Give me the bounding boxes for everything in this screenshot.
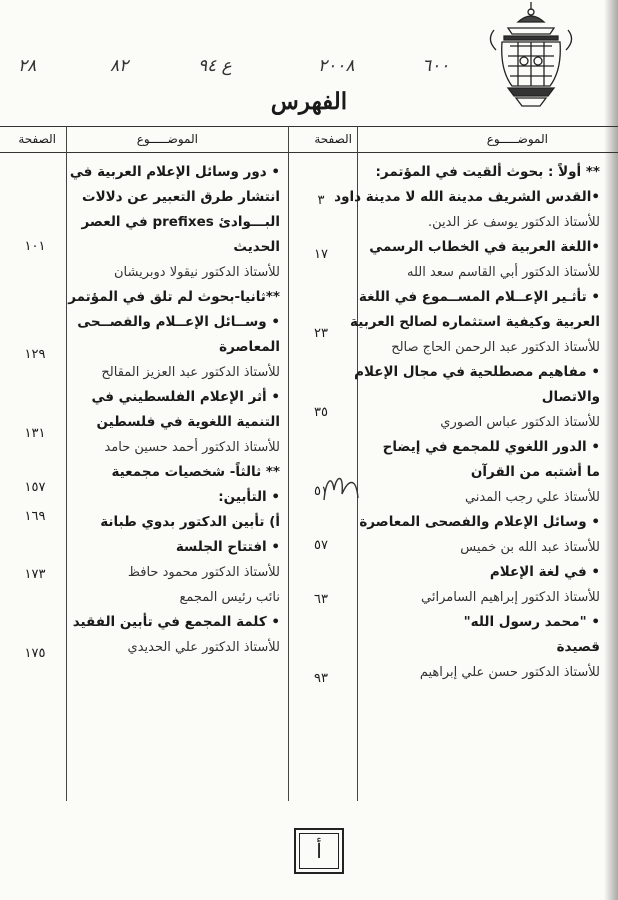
toc-entry (354, 360, 600, 435)
toc-entry-author: للأستاذ الدكتور أحمد حسين حامد (104, 440, 280, 455)
toc-entry-title: الحديث (233, 239, 280, 255)
toc-right-column (334, 160, 600, 685)
toc-entry-title: • كلمة المجمع في تأبين الفقيد (72, 614, 280, 630)
toc-entry (70, 285, 280, 310)
toc-entry-author: نائب رئيس المجمع (179, 590, 280, 605)
toc-entry (360, 235, 600, 285)
toc-entry-author: للأستاذ علي رجب المدني (464, 490, 600, 505)
column-divider (288, 126, 289, 801)
toc-entry-author: للأستاذ عبد الله بن خميس (460, 540, 600, 555)
header-page-right: الصفحة (314, 132, 352, 146)
toc-entry-author: للأستاذ الدكتور عباس الصوري (440, 415, 600, 430)
toc-entry-title: • أثر الإعلام الفلسطيني في (91, 389, 280, 405)
toc-entry-title: •اللغة العربية في الخطاب الرسمي (369, 239, 600, 255)
toc-entry-author: للأستاذ الدكتور عبد العزيز المقالح (101, 365, 280, 380)
toc-entry-title: انتشار طرق التعبير عن دلالات (82, 189, 280, 205)
toc-page-number: ٦٣ (314, 592, 328, 607)
toc-entry-author: للأستاذ الدكتور إبراهيم السامرائي (421, 590, 600, 605)
toc-entry-author: للأستاذ الدكتور أبي القاسم سعد الله (406, 265, 600, 280)
handwritten-number: ٦٠٠ (422, 56, 450, 76)
toc-page-number: ١٠١ (24, 239, 46, 254)
column-divider (66, 126, 67, 801)
toc-entry-author: للأستاذ الدكتور علي الحديدي (127, 640, 280, 655)
toc-entry-title: • وسائل الإعلام والفصحى المعاصرة (359, 514, 600, 530)
toc-entry-author: للأستاذ الدكتور عبد الرحمن الحاج صالح (391, 340, 600, 355)
toc-entry-title: ما أشتبه من القرآن (470, 464, 600, 480)
handwritten-year: ٢٠٠٨ (318, 56, 355, 76)
handwritten-number: ٨٢ (110, 56, 129, 76)
toc-entry-title: • "محمد رسول الله" (463, 614, 600, 630)
toc-entry (360, 160, 600, 185)
toc-entry (70, 485, 280, 510)
toc-entry (70, 510, 280, 535)
toc-left-column (70, 160, 280, 660)
toc-page-number: ١٧ (314, 247, 328, 262)
toc-entry-title: التنمية اللغوية في فلسطين (96, 414, 280, 430)
toc-entry-title: • في لغة الإعلام (489, 564, 600, 580)
toc-entry-title: البـــوادئ prefixes في العصر (81, 214, 280, 230)
toc-page-number: ٣٥ (314, 405, 328, 420)
toc-page-number: ٢٣ (314, 326, 328, 341)
header-topic-left: الموضـــــوع (136, 132, 198, 146)
toc-entry (360, 560, 600, 610)
handwritten-number: ع ٩٤ (198, 56, 232, 76)
toc-entry-title: • مفاهيم مصطلحية في مجال الإعلام (354, 364, 600, 380)
toc-entry-author: للأستاذ الدكتور يوسف عز الدين. (428, 215, 600, 230)
toc-entry-title: العربية وكيفية استثماره لصالح العربية (350, 314, 600, 330)
toc-page-number: ١٣١ (24, 426, 46, 441)
table-header (0, 126, 618, 153)
toc-entry (70, 160, 280, 285)
toc-entry-author: للأستاذ الدكتور نيقولا دوبريشان (113, 265, 280, 280)
toc-entry-title: قصيدة (556, 639, 600, 655)
header-topic-right: الموضـــــوع (486, 132, 548, 146)
toc-page-number: ٩٣ (314, 671, 328, 686)
toc-entry-author: للأستاذ الدكتور حسن علي إبراهيم (419, 665, 600, 680)
column-divider (357, 126, 358, 801)
toc-entry-title: • وســائل الإعــلام والفصــحى (77, 314, 280, 330)
header-page-left: الصفحة (18, 132, 56, 146)
toc-entry-title: • التأبين: (218, 489, 280, 505)
toc-entry-title: • افتتاح الجلسة (175, 539, 280, 555)
page-title: الفهرس (270, 88, 348, 115)
toc-entry-title: المعاصرة (219, 339, 280, 355)
toc-entry-title: • الدور اللغوي للمجمع في إيضاح (382, 439, 600, 455)
toc-entry (70, 460, 280, 485)
toc-entry (360, 610, 600, 685)
handwritten-number: ٢٨ (18, 56, 37, 76)
toc-page-number: ١٢٩ (24, 347, 46, 362)
toc-entry-title: ** ثالثاً- شخصيات مجمعية (111, 464, 280, 480)
toc-entry (70, 610, 280, 660)
toc-entry (360, 510, 600, 560)
toc-page-number: ٥٧ (314, 538, 328, 553)
toc-entry (70, 310, 280, 385)
toc-entry (360, 435, 600, 510)
toc-entry (350, 285, 600, 360)
toc-entry-author: للأستاذ الدكتور محمود حافظ (127, 565, 280, 580)
page-number-box: أ (294, 828, 344, 874)
toc-entry (334, 185, 600, 235)
toc-entry-title: **ثانيا-بحوث لم تلق في المؤتمر (68, 289, 280, 305)
toc-page-number: ١٧٣ (24, 567, 46, 582)
handwritten-scribble (318, 470, 366, 504)
toc-entry-title: أ) تأبين الدكتور بدوي طبانة (100, 514, 280, 530)
toc-page-number: ٥١ (314, 484, 328, 499)
toc-page-number: ٣ (317, 193, 325, 208)
toc-page-number: ١٧٥ (24, 646, 46, 661)
toc-entry-title: ** أولاً : بحوث ألقيت في المؤتمر: (375, 164, 600, 180)
toc-entry (70, 385, 280, 460)
toc-entry-title: والاتصال (541, 389, 600, 405)
toc-entry-title: • دور وسائل الإعلام العربية في (69, 164, 280, 180)
toc-entry-title: •القدس الشريف مدينة الله لا مدينة داود (334, 189, 600, 205)
toc-entry (70, 535, 280, 610)
toc-page-number: ١٦٩ (24, 509, 46, 524)
toc-page-number: ١٥٧ (24, 480, 46, 495)
toc-entry-title: • تأثـير الإعــلام المســموع في اللغة (358, 289, 600, 305)
